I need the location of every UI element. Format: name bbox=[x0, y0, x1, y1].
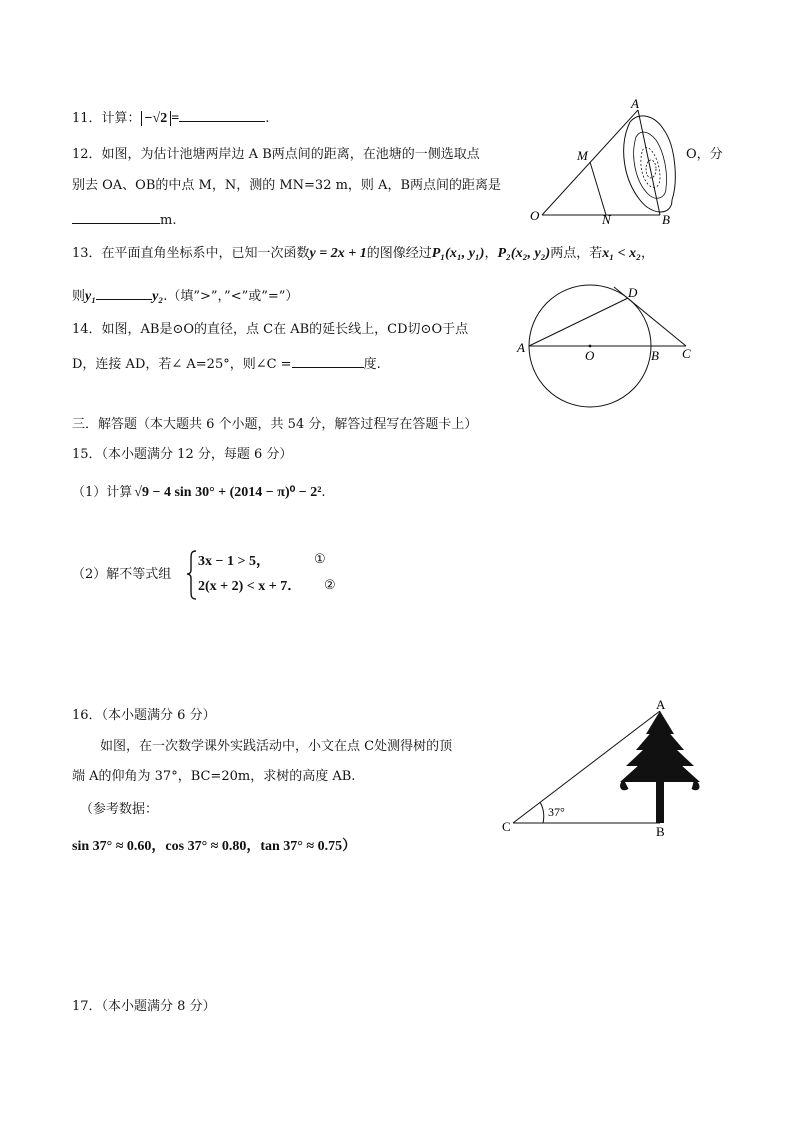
inequality-2: 2(x + 2) < x + 7． bbox=[198, 579, 302, 594]
segment-mn bbox=[590, 162, 606, 215]
q13-answer-blank[interactable] bbox=[96, 285, 152, 300]
q14-line2 bbox=[72, 353, 381, 374]
q13-line2 bbox=[72, 285, 298, 306]
q12-line3 bbox=[72, 209, 176, 230]
question-11 bbox=[72, 107, 269, 128]
label-o: O bbox=[585, 348, 595, 363]
figure-pond bbox=[520, 92, 720, 232]
q11-expression: −√2 bbox=[141, 111, 172, 126]
q16-reference-label: （参考数据： bbox=[80, 802, 159, 817]
label-b: B bbox=[651, 348, 659, 363]
q13-text-b: 的图像经过 bbox=[366, 246, 432, 261]
q14-text: D，连接 AD，若∠ A=25°，则∠C = bbox=[72, 357, 292, 372]
q13-function: y = 2x + 1 bbox=[309, 246, 367, 261]
tree-icon bbox=[620, 711, 700, 823]
q13-point-p2: P₂(x₂, y₂) bbox=[497, 246, 551, 261]
q15-part1-label: （1）计算 bbox=[72, 485, 133, 500]
q12-line2: 别去 OA、OB的中点 M，N，测的 MN=32 m，则 A，B两点间的距离是 bbox=[72, 178, 501, 193]
segment-ab bbox=[638, 110, 660, 215]
q13-point-p1: P₁(x₁, y₁) bbox=[431, 246, 485, 261]
q13-comma: ， bbox=[484, 246, 498, 261]
q14-unit: 度. bbox=[363, 357, 381, 372]
label-b: B bbox=[662, 212, 670, 227]
label-a: A bbox=[656, 697, 666, 712]
pond-center bbox=[646, 160, 656, 178]
label-d: D bbox=[628, 285, 638, 300]
q11-equals: = bbox=[171, 111, 180, 126]
q12-line1: 12．如图，为估计池塘两岸边 A B两点间的距离，在池塘的一侧选取点 bbox=[72, 147, 480, 162]
q11-answer-blank[interactable] bbox=[179, 107, 265, 122]
label-a: A bbox=[517, 340, 525, 355]
q13-y2: y₂ bbox=[152, 289, 164, 304]
label-m: M bbox=[577, 148, 588, 163]
q12-line1b: O，分 bbox=[686, 147, 723, 162]
label-b: B bbox=[656, 824, 665, 839]
trig-values: sin 37° ≈ 0.60，cos 37° ≈ 0.80，tan 37° ≈ 0.75） bbox=[72, 839, 357, 854]
q15-part2-label: （2）解不等式组 bbox=[72, 567, 172, 582]
section-3-title: 三．解答题（本大题共 6 个小题，共 54 分，解答过程写在答题卡上） bbox=[72, 417, 478, 432]
angle-arc bbox=[540, 802, 544, 823]
angle-label: 37° bbox=[548, 805, 565, 819]
q14-answer-blank[interactable] bbox=[292, 353, 364, 368]
center-dot bbox=[589, 345, 592, 348]
q13-condition: x₁ < x₂ bbox=[602, 246, 641, 261]
label-o: O bbox=[530, 208, 540, 223]
q11-end: . bbox=[265, 111, 270, 126]
q13-y1: y₁ bbox=[85, 289, 97, 304]
q12-unit: m. bbox=[160, 213, 177, 228]
q11-prefix: 11．计算： bbox=[72, 111, 141, 126]
label-c: C bbox=[502, 819, 511, 834]
pond-contour bbox=[634, 132, 667, 198]
inequality-1: 3x − 1 > 5， bbox=[198, 554, 270, 569]
q13-hint: .（填”>”，”<”或”=”） bbox=[163, 289, 299, 304]
q12-answer-blank[interactable] bbox=[72, 209, 160, 224]
q16-reference-data bbox=[72, 838, 356, 856]
q15-part1-expression: √9 − 4 sin 30° + (2014 − π)⁰ − 2² bbox=[134, 485, 322, 500]
marker-2: ② bbox=[324, 578, 336, 593]
q13-line1 bbox=[72, 245, 654, 263]
q15-part1 bbox=[72, 484, 326, 502]
label-c: C bbox=[682, 346, 691, 361]
q13-text-c: 两点，若 bbox=[550, 246, 603, 261]
q14-line1: 14．如图，AB是⊙O的直径，点 C在 AB的延长线上，CD切⊙O于点 bbox=[72, 322, 469, 337]
q15-inequality-1 bbox=[198, 553, 270, 571]
q16-header: 16．（本小题满分 6 分） bbox=[72, 708, 216, 723]
q17-header: 17．（本小题满分 8 分） bbox=[72, 999, 216, 1014]
brace-icon bbox=[186, 550, 198, 600]
q15-inequality-2 bbox=[198, 578, 301, 596]
q15-part1-end: . bbox=[321, 485, 326, 500]
q15-header: 15．（本小题满分 12 分，每题 6 分） bbox=[72, 447, 293, 462]
marker-1: ① bbox=[314, 552, 326, 567]
figure-circle bbox=[510, 278, 710, 410]
q16-text2: 端 A的仰角为 37°，BC=20m，求树的高度 AB. bbox=[72, 769, 356, 784]
q16-text1: 如图，在一次数学课外实践活动中，小文在点 C处测得树的顶 bbox=[100, 739, 453, 754]
label-n: N bbox=[602, 212, 611, 227]
label-a: A bbox=[631, 96, 639, 111]
segment-ad bbox=[529, 298, 628, 346]
q13-text-a: 13．在平面直角坐标系中，已知一次函数 bbox=[72, 246, 310, 261]
figure-tree bbox=[496, 696, 696, 840]
q13-then: 则 bbox=[72, 289, 86, 304]
q13-text-d: ， bbox=[640, 246, 654, 261]
